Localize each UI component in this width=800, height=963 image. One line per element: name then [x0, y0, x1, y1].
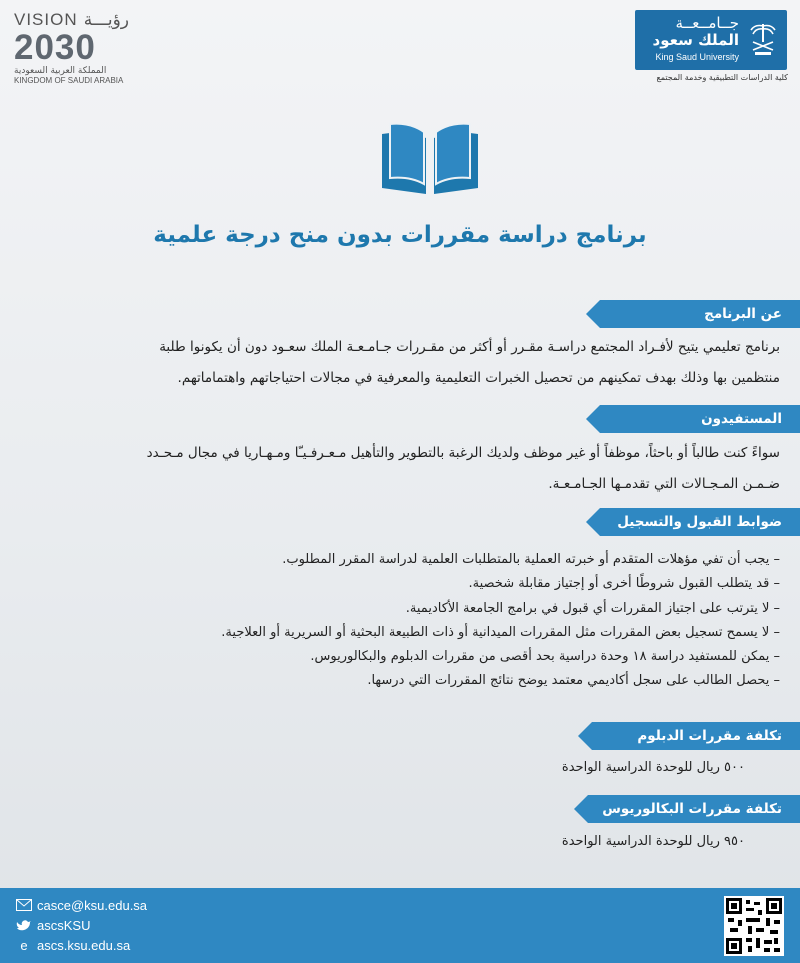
- twitter-contact[interactable]: [16, 918, 90, 933]
- list-item: – لا يسمح تسجيل بعض المقررات مثل المقررات الميدانية أو ذات الطبيعة البحثية أو السريرية أو العلاجية.: [20, 621, 780, 645]
- section-header-admission: ضوابط القبول والتسجيل: [600, 508, 800, 536]
- college-name: كلية الدراسات التطبيقية وخدمة المجتمع: [656, 73, 788, 82]
- list-item: – يحصل الطالب على سجل أكاديمي معتمد يوضح نتائج المقررات التي درسها.: [20, 669, 780, 693]
- page-title: برنامج دراسة مقررات بدون منح درجة علمية: [153, 222, 647, 248]
- twitter-icon: [16, 919, 32, 933]
- web-icon: e: [20, 937, 28, 953]
- vision-en: VISION: [14, 10, 78, 29]
- mail-icon: [16, 899, 32, 913]
- list-item: – يجب أن تفي مؤهلات المتقدم أو خبرته العملية بالمتطلبات العلمية لدراسة المقرر المطلوب.: [20, 548, 780, 572]
- website-text[interactable]: ascs.ksu.edu.sa: [37, 938, 131, 953]
- vision-ar: رؤيـــة: [83, 10, 129, 29]
- about-line: برنامج تعليمي يتيح لأفـراد المجتمع دراسـة مقـرر أو أكثر من مقـررات جـامـعـة الملك سعـود دون أن يكونوا طلبة: [159, 339, 780, 355]
- ksu-name-ar-2: الملك سعود: [652, 31, 739, 49]
- email-text[interactable]: casce@ksu.edu.sa: [37, 898, 148, 913]
- vision-country-ar: المملكة العربية السعودية: [14, 66, 107, 76]
- beneficiaries-text: [40, 438, 780, 500]
- ksu-name-ar-1: جــامــعــة: [675, 14, 739, 32]
- qr-code: [724, 896, 784, 956]
- bachelor-cost-text: ٩٥٠ ريال للوحدة الدراسية الواحدة: [561, 834, 745, 849]
- ksu-logo: [635, 10, 787, 70]
- twitter-text[interactable]: ascsKSU: [37, 918, 91, 933]
- palm-swords-icon: [747, 20, 779, 58]
- section-header-beneficiaries: المستفيدون: [600, 405, 800, 433]
- about-line: منتظمين بها وذلك بهدف تمكينهم من تحصيل الخبرات التعليمية والمعرفية في مجالات احتياجاتهم واهتماماتهم.: [177, 370, 780, 386]
- vision-country-en: KINGDOM OF SAUDI ARABIA: [14, 76, 124, 85]
- website-contact[interactable]: [16, 938, 130, 953]
- section-header-about: عن البرنامج: [600, 300, 800, 328]
- section-header-diploma-cost: تكلفة مقررات الدبلوم: [592, 722, 800, 750]
- email-contact[interactable]: [16, 898, 147, 913]
- vision-year: 2030: [14, 28, 96, 67]
- footer: [0, 888, 800, 963]
- book-icon: [378, 118, 482, 202]
- vision-2030-logo: [14, 10, 129, 88]
- section-header-bachelor-cost: تكلفة مقررات البكالوريوس: [588, 795, 800, 823]
- diploma-cost-text: ٥٠٠ ريال للوحدة الدراسية الواحدة: [561, 760, 745, 775]
- about-text: [20, 332, 780, 394]
- list-item: – قد يتطلب القبول شروطًا أخرى أو إجتياز مقابلة شخصية.: [20, 572, 780, 596]
- beneficiaries-line: ضـمـن المـجـالات التي تقدمـها الجـامـعـة.: [548, 476, 780, 492]
- admission-rules-list: [20, 548, 780, 694]
- beneficiaries-line: سواءً كنت طالباً أو باحثاً، موظفاً أو غير موظف ولديك الرغبة بالتطوير والتأهيل مـعـرفـيـّا ومـهـاريا في مجال مـحـدد: [146, 445, 780, 461]
- list-item: – يمكن للمستفيد دراسة ١٨ وحدة دراسية بحد أقصى من مقررات الدبلوم والبكالوريوس.: [20, 645, 780, 669]
- list-item: – لا يترتب على اجتياز المقررات أي قبول في برامج الجامعة الأكاديمية.: [20, 597, 780, 621]
- ksu-name-en: King Saud University: [655, 52, 739, 62]
